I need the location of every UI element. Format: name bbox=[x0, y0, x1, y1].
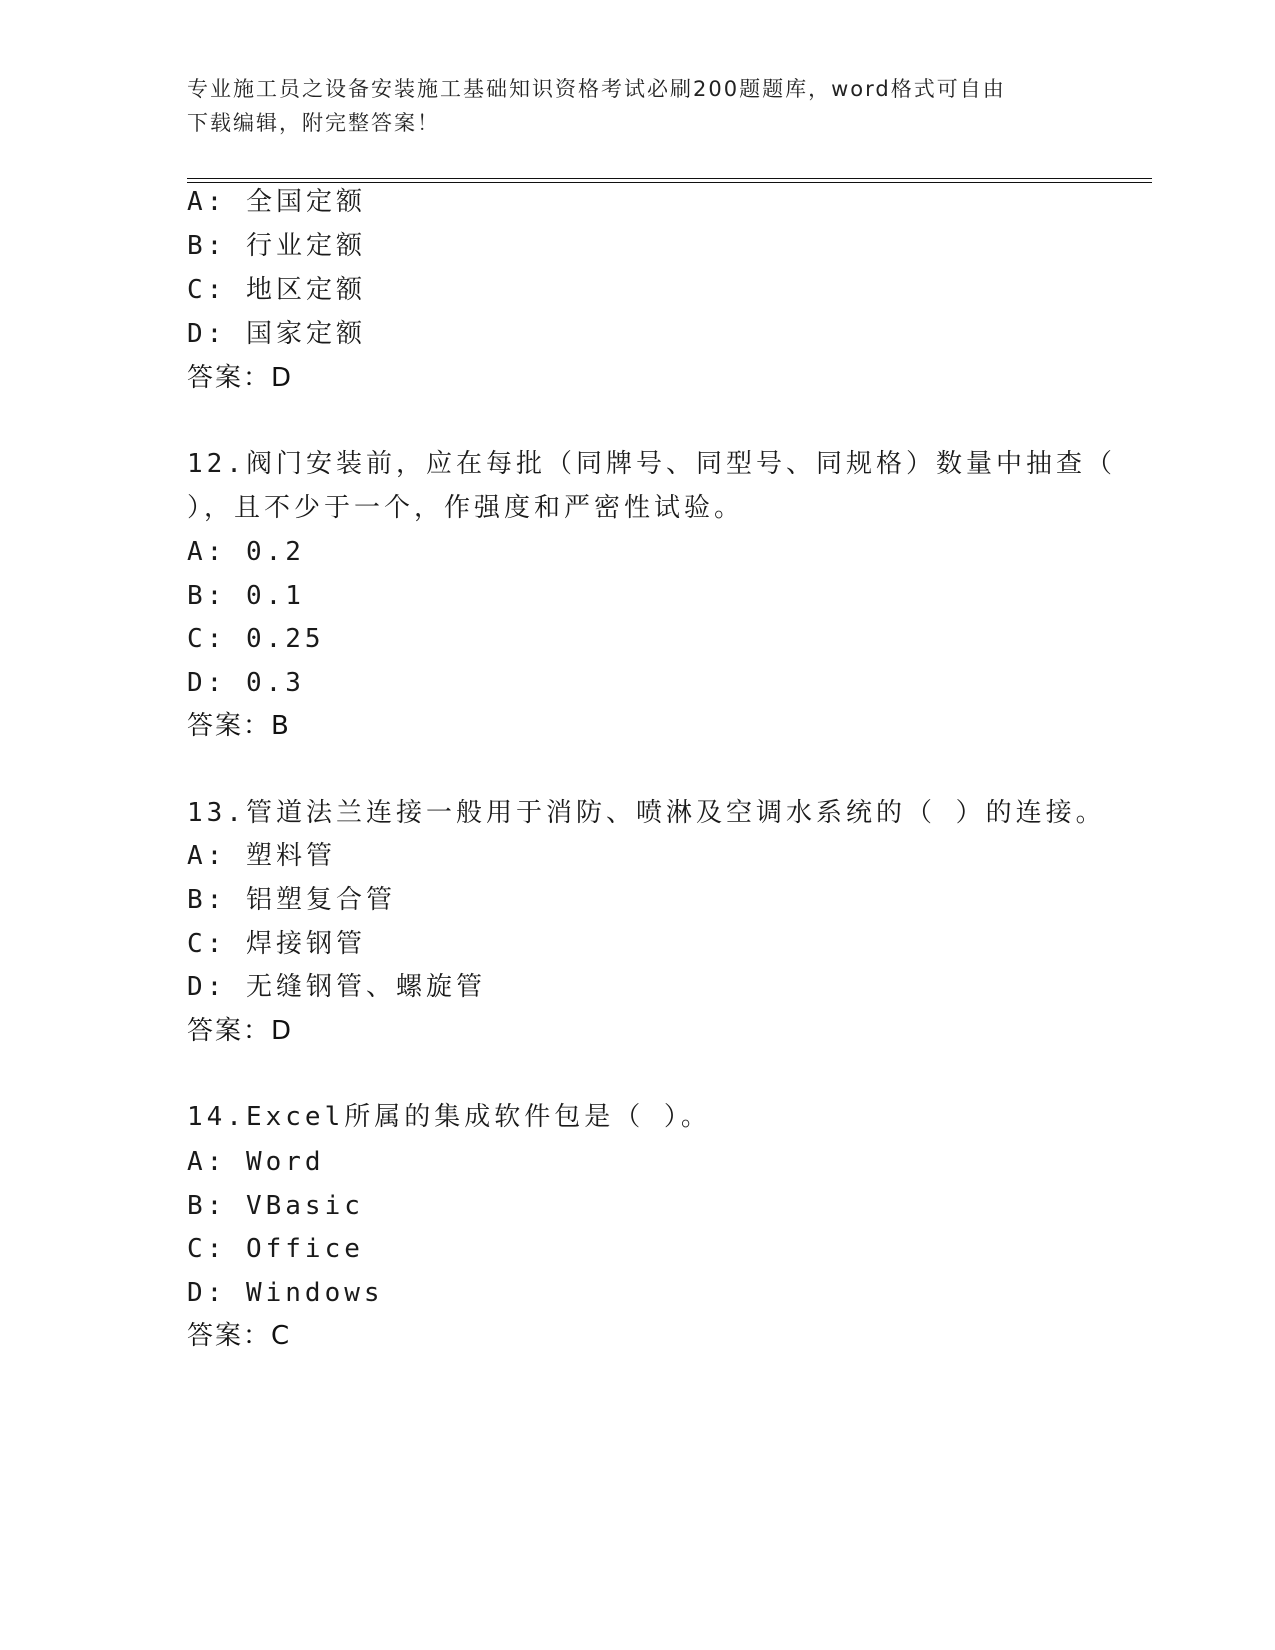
q12-option-b: B: 0.1 bbox=[187, 581, 305, 611]
q13-question: 13.管道法兰连接一般用于消防、喷淋及空调水系统的（ ）的连接。 bbox=[187, 798, 1106, 828]
q13-option-d: D: 无缝钢管、螺旋管 bbox=[187, 972, 486, 1002]
q12-answer: 答案：B bbox=[187, 711, 291, 741]
q13-option-a: A: 塑料管 bbox=[187, 841, 336, 871]
header-line-1: 专业施工员之设备安装施工基础知识资格考试必刷200题题库，word格式可自由 bbox=[187, 77, 1006, 101]
q11-option-c: C: 地区定额 bbox=[187, 275, 366, 305]
q13-option-c: C: 焊接钢管 bbox=[187, 929, 366, 959]
q14-answer: 答案：C bbox=[187, 1321, 292, 1351]
q14-option-c: C: Office bbox=[187, 1234, 364, 1264]
q11-answer: 答案：D bbox=[187, 363, 294, 393]
q11-option-a: A: 全国定额 bbox=[187, 187, 366, 217]
document-header bbox=[187, 72, 1067, 140]
q14-option-b: B: VBasic bbox=[187, 1191, 364, 1221]
q12-question-line-2: ），且不少于一个，作强度和严密性试验。 bbox=[187, 493, 745, 523]
q12-option-c: C: 0.25 bbox=[187, 624, 325, 654]
q12-question-line-1: 12.阀门安装前，应在每批（同牌号、同型号、同规格）数量中抽查（ bbox=[187, 449, 1116, 479]
q12-option-a: A: 0.2 bbox=[187, 537, 305, 567]
q13-answer: 答案：D bbox=[187, 1016, 294, 1046]
q11-option-b: B: 行业定额 bbox=[187, 231, 366, 261]
header-divider bbox=[187, 178, 1152, 183]
q14-option-a: A: Word bbox=[187, 1147, 325, 1177]
q12-option-d: D: 0.3 bbox=[187, 668, 305, 698]
q14-option-d: D: Windows bbox=[187, 1278, 384, 1308]
q14-question: 14.Excel所属的集成软件包是（ ）。 bbox=[187, 1102, 711, 1132]
q13-option-b: B: 铝塑复合管 bbox=[187, 885, 396, 915]
header-line-2: 下载编辑，附完整答案！ bbox=[187, 111, 440, 135]
q11-option-d: D: 国家定额 bbox=[187, 319, 366, 349]
